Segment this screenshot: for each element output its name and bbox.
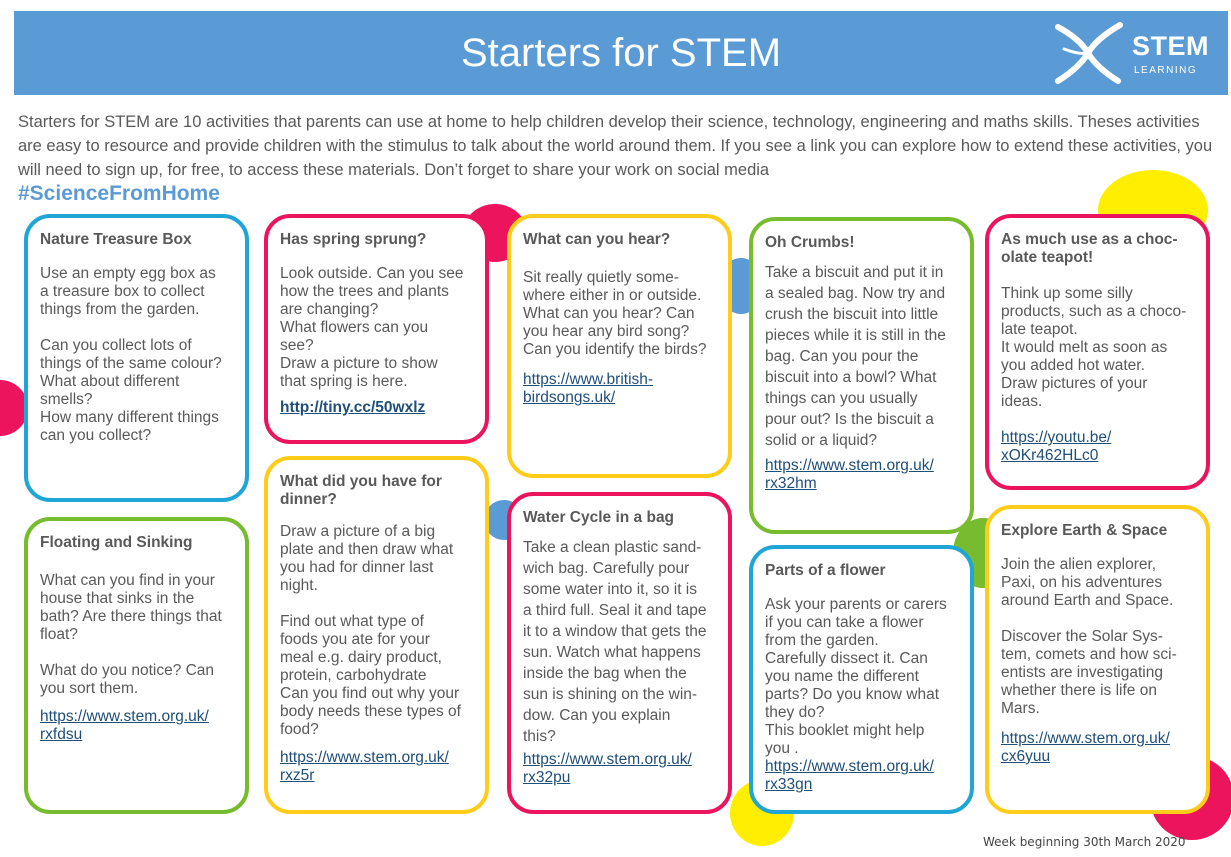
card-title: Nature Treasure Box: [40, 231, 192, 248]
card-text: Look outside. Can you see how the trees and plants are changing? What flowers can you see? Draw a picture to show that spring is here.: [280, 265, 464, 390]
week-beginning-note: Week beginning 30th March 2020: [983, 835, 1186, 849]
card-link[interactable]: https://www.stem.org.uk/ rx32pu: [523, 751, 692, 786]
hashtag: #ScienceFromHome: [18, 182, 220, 205]
card-text: Draw a picture of a big plate and then draw what you had for dinner last night.: [280, 523, 454, 594]
card-link[interactable]: http://tiny.cc/50wxlz: [280, 399, 426, 416]
logo-text: STEM: [1132, 31, 1210, 61]
card-link[interactable]: https://www.stem.org.uk/ rxz5r: [280, 749, 449, 784]
card-title: What did you have for dinner?: [280, 473, 442, 508]
card-text: Join the alien explorer, Paxi, on his adventures around Earth and Space.: [1001, 556, 1174, 609]
card-text: Can you collect lots of things of the same colour? What about different smells? How many different things can you collect?: [40, 337, 222, 444]
card-text: Ask your parents or carers if you can take a flower from the garden. Carefully dissect it. Can you name the different parts? Do you know what they do? This booklet might help you .: [765, 596, 947, 757]
card-title: What can you hear?: [523, 231, 671, 248]
card-link[interactable]: https://youtu.be/ xOKr462HLc0: [1001, 429, 1112, 464]
logo-subtext: LEARNING: [1134, 65, 1198, 76]
card-text: What do you notice? Can you sort them.: [40, 662, 215, 697]
card-what-can-you-hear: [507, 214, 732, 478]
intro-paragraph: Starters for STEM are 10 activities that parents can use at home to help children develop their science, technology, engineering and maths skills. Theses activities are easy to resource and provide children with the stimulus to talk about the world around them. If you see a link you can explore how to extend these activities, you will need to sign up, for free, to access these materials. Don’t forget to share your work on social media: [18, 113, 1213, 179]
card-link[interactable]: https://www.stem.org.uk/ rx32hm: [765, 457, 934, 492]
card-title: Water Cycle in a bag: [523, 509, 675, 526]
card-text: Discover the Solar Sys- tem, comets and how sci- entists are investigating whether there is life on Mars.: [1001, 628, 1177, 717]
card-link[interactable]: https://www.stem.org.uk/ cx6yuu: [1001, 730, 1170, 765]
card-title: Parts of a flower: [765, 562, 886, 579]
card-text: What can you find in your house that sinks in the bath? Are there things that float?: [40, 572, 222, 643]
card-oh-crumbs: [749, 217, 974, 534]
card-title: Oh Crumbs!: [765, 234, 855, 251]
card-floating-and-sinking: [24, 517, 249, 814]
card-title: Floating and Sinking: [40, 534, 193, 551]
card-explore-earth-and-space: [985, 505, 1210, 814]
card-title: Explore Earth & Space: [1001, 522, 1168, 539]
card-water-cycle-in-a-bag: [507, 492, 732, 814]
header-banner: [14, 11, 1228, 95]
card-link[interactable]: https://www.stem.org.uk/ rxfdsu: [40, 708, 209, 743]
card-link[interactable]: https://www.stem.org.uk/ rx33gn: [765, 758, 934, 793]
card-text: Sit really quietly some- where either in or outside. What can you hear? Can you hear any bird song? Can you identify the birds?: [523, 269, 707, 358]
page-title: Starters for STEM: [460, 31, 782, 75]
card-parts-of-a-flower: [749, 545, 974, 814]
card-title: Has spring sprung?: [280, 231, 427, 248]
card-link[interactable]: https://www.british- birdsongs.uk/: [523, 371, 654, 406]
card-chocolate-teapot: [985, 214, 1210, 490]
card-title: As much use as a choc- olate teapot!: [1001, 231, 1178, 266]
card-has-spring-sprung: [264, 214, 489, 444]
card-text: Take a clean plastic sand- wich bag. Carefully pour some water into it, so it is a third full. Seal it and tape it to a window that gets the sun. Watch what happens inside the bag when the sun is shining on the win- dow. Can you explain this?: [523, 539, 707, 745]
card-text: Think up some silly products, such as a choco- late teapot. It would melt as soon as you added hot water. Draw pictures of your ideas.: [1001, 285, 1187, 410]
card-text: Take a biscuit and put it in a sealed bag. Now try and crush the biscuit into little pieces while it is still in the bag. Can you pour the biscuit into a bowl? What things can you usually pour out? Is the biscuit a solid or a liquid?: [765, 264, 946, 449]
stem-star-icon: [1050, 19, 1128, 89]
stem-learning-logo: [1050, 19, 1220, 89]
card-text: Use an empty egg box as a treasure box to collect things from the garden.: [40, 265, 216, 318]
card-what-did-you-have-for-dinner: [264, 456, 489, 814]
card-text: Find out what type of foods you ate for your meal e.g. dairy product, protein, carbohydrate Can you find out why your body needs these types of food?: [280, 613, 461, 738]
card-nature-treasure-box: [24, 214, 249, 502]
